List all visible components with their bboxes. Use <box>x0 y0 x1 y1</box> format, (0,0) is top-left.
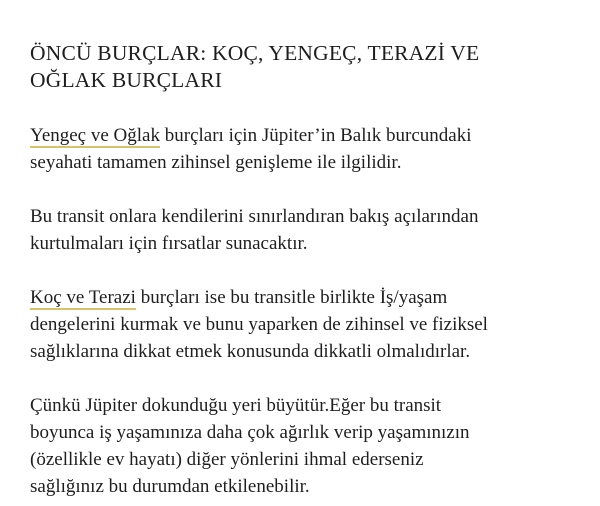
paragraph-1-line-2: seyahati tamamen zihinsel genişleme ile ilgilidir. <box>30 152 402 173</box>
heading-line-2: OĞLAK BURÇLARI <box>30 68 223 92</box>
paragraph-3-line-1 <box>30 284 595 311</box>
highlight-koc-terazi: Koç ve Terazi <box>30 287 136 308</box>
paragraph-4-line-3: (özellikle ev hayatı) diğer yönlerini ihmal ederseniz <box>30 449 424 470</box>
paragraph-4-line-2: boyunca iş yaşamınıza daha çok ağırlık verip yaşamınızın <box>30 422 470 443</box>
heading-line-1: ÖNCÜ BURÇLAR: KOÇ, YENGEÇ, TERAZİ VE <box>30 41 480 65</box>
paragraph-2-line-2: kurtulmaları için fırsatlar sunacaktır. <box>30 233 308 254</box>
paragraph-1-line-1 <box>30 122 595 149</box>
document-body <box>30 40 595 500</box>
paragraph-2 <box>30 203 595 257</box>
paragraph-4 <box>30 392 595 500</box>
paragraph-3-line-2: dengelerini kurmak ve bunu yaparken de zihinsel ve fiziksel <box>30 314 488 335</box>
article-heading <box>30 40 595 94</box>
paragraph-3-line-3: sağlıklarına dikkat etmek konusunda dikkatli olmalıdırlar. <box>30 341 471 362</box>
paragraph-4-line-4: sağlığınız bu durumdan etkilenebilir. <box>30 476 310 497</box>
paragraph-2-line-1: Bu transit onlara kendilerini sınırlandıran bakış açılarından <box>30 206 479 227</box>
paragraph-1 <box>30 122 595 176</box>
paragraph-3-line-1-text: burçları ise bu transitle birlikte İş/yaşam <box>135 287 448 308</box>
paragraph-4-line-1: Çünkü Jüpiter dokunduğu yeri büyütür.Eğer bu transit <box>30 395 442 416</box>
highlight-yengec-oglak: Yengeç ve Oğlak <box>30 125 160 146</box>
paragraph-3 <box>30 284 595 365</box>
paragraph-1-line-1-text: burçları için Jüpiter’in Balık burcundaki <box>160 125 472 146</box>
